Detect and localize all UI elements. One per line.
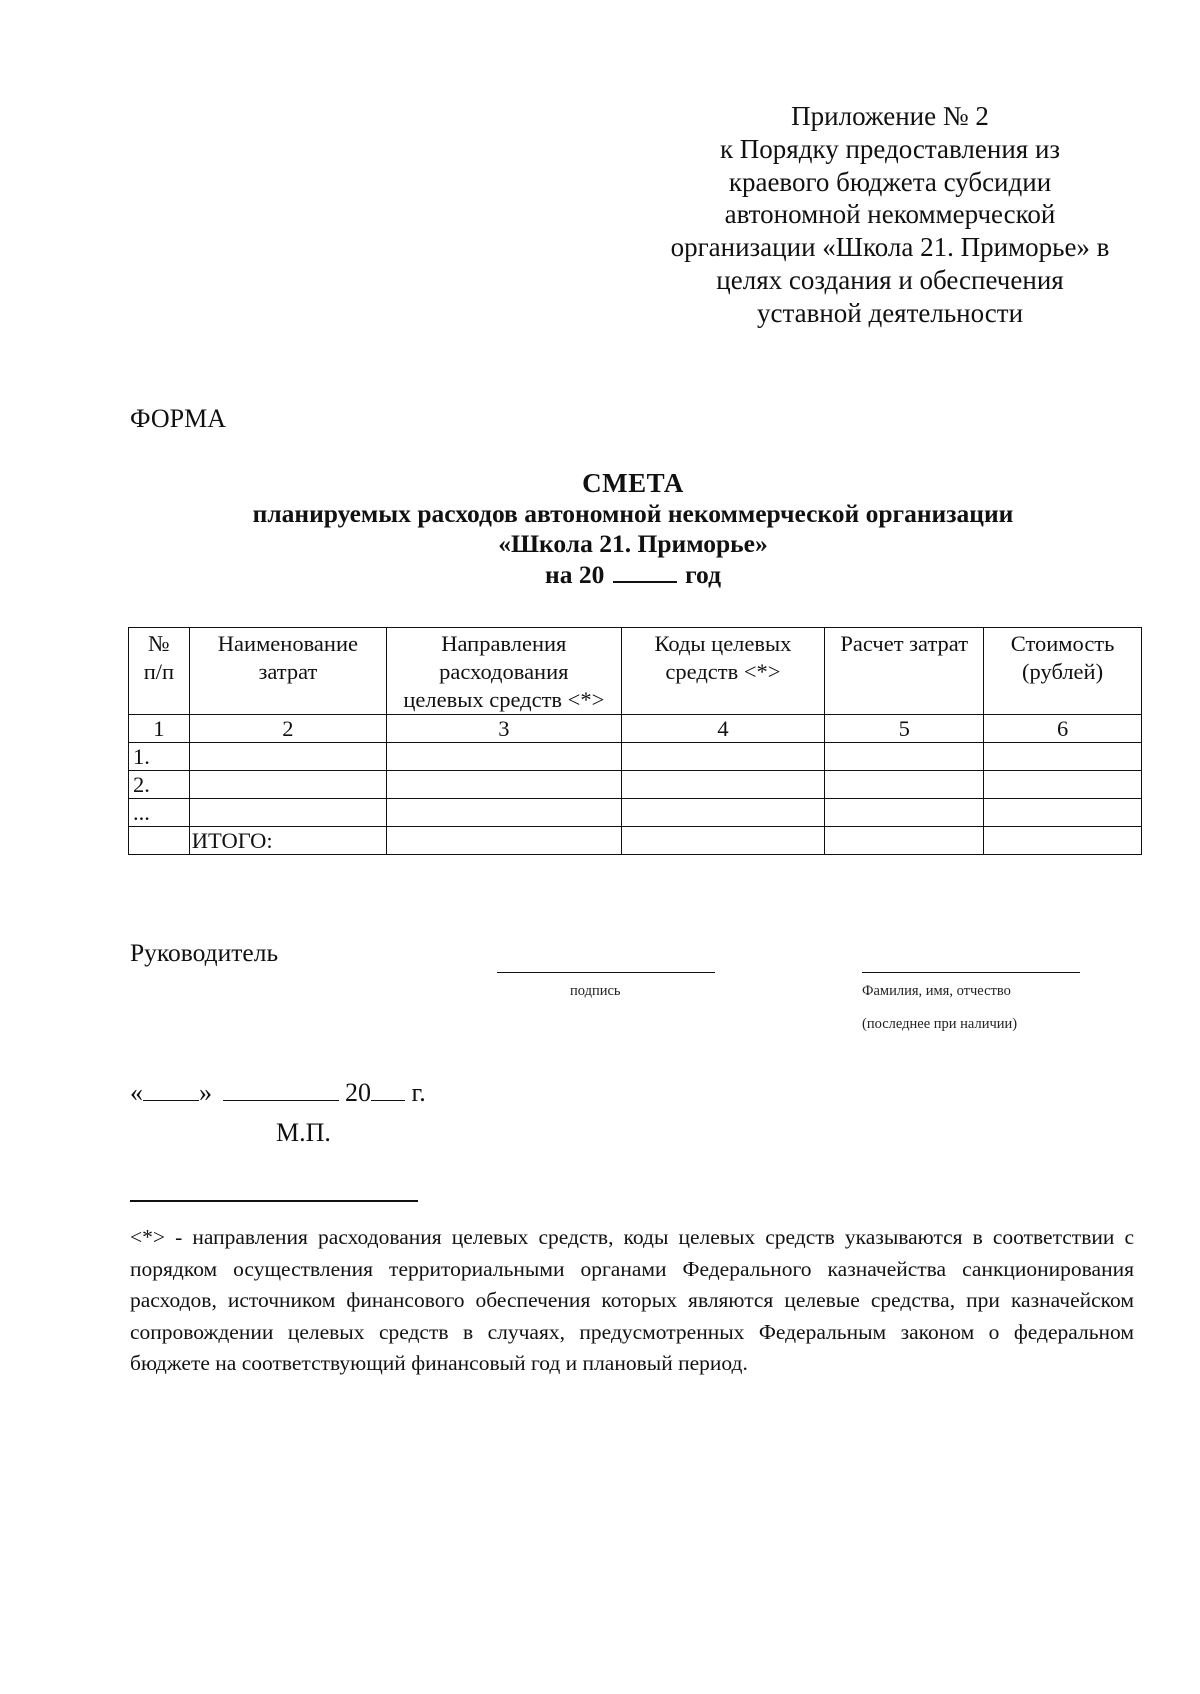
date-year-prefix: 20 [345, 1078, 371, 1107]
full-name-caption-note: (последнее при наличии) [862, 1016, 1018, 1032]
appendix-header [640, 100, 1140, 330]
appendix-line: Приложение № 2 [791, 101, 989, 131]
date-close-quote: » [199, 1078, 212, 1107]
form-label: ФОРМА [130, 404, 226, 433]
year-blank-field[interactable] [613, 561, 677, 583]
stamp-label: М.П. [276, 1118, 331, 1147]
footnote-divider [130, 1200, 418, 1202]
column-number: 2 [189, 715, 386, 743]
table-cell[interactable] [189, 771, 386, 799]
appendix-line: организации «Школа 21. Приморье» в [670, 232, 1110, 263]
header-cell-expense-name: Наименование затрат [189, 628, 386, 715]
table-cell[interactable] [387, 827, 622, 855]
document-title [130, 468, 1136, 590]
header-cell-cost: Стоимость (рублей) [984, 628, 1142, 715]
column-number: 3 [387, 715, 622, 743]
table-cell[interactable] [621, 827, 825, 855]
appendix-line: уставной деятельности [756, 297, 1024, 328]
date-field [130, 1078, 426, 1108]
table-cell[interactable] [189, 799, 386, 827]
table-row [129, 799, 1142, 827]
table-cell[interactable] [984, 799, 1142, 827]
title-year-prefix: на 20 [545, 559, 605, 589]
table-cell[interactable] [621, 771, 825, 799]
day-blank-field[interactable] [143, 1078, 199, 1101]
table-cell[interactable] [189, 743, 386, 771]
table-cell[interactable] [825, 827, 984, 855]
table-header-row [129, 628, 1142, 715]
row-number [129, 827, 190, 855]
total-row [129, 827, 1142, 855]
table-cell[interactable] [621, 799, 825, 827]
table-cell[interactable] [825, 743, 984, 771]
appendix-line: к Порядку предоставления из [719, 133, 1061, 164]
appendix-line: целях создания и обеспечения [716, 264, 1064, 295]
full-name-line[interactable] [862, 972, 1080, 973]
footnote-text: <*> - направления расходования целевых средств, коды целевых средств указываются в соответствии с порядком осуществления территориальными органами Федерального казначейства санкционирования расходов, источником финансового обеспечения которых являются целевые средства, при казначейском сопровождении целевых средств в случаях, предусмотренных Федеральным законом о федеральном бюджете на соответствующий финансовый год и плановый период. [130, 1225, 1134, 1376]
total-label: ИТОГО: [189, 827, 386, 855]
signature-line[interactable] [497, 972, 715, 973]
header-cell-number: № п/п [129, 628, 190, 715]
table-cell[interactable] [984, 827, 1142, 855]
column-number: 5 [825, 715, 984, 743]
column-number: 1 [129, 715, 190, 743]
table-row [129, 743, 1142, 771]
date-open-quote: « [130, 1078, 143, 1107]
column-number: 4 [621, 715, 825, 743]
full-name-caption: Фамилия, имя, отчество [862, 983, 1011, 999]
row-number: 1. [129, 743, 190, 771]
header-cell-spending-direction: Направления расходования целевых средств <*> [387, 628, 622, 715]
table-cell[interactable] [387, 799, 622, 827]
date-year-suffix: г. [411, 1078, 426, 1107]
column-number: 6 [984, 715, 1142, 743]
title-line-1: СМЕТА [582, 468, 684, 498]
signature-caption: подпись [570, 983, 621, 999]
month-blank-field[interactable] [223, 1078, 339, 1101]
title-line-3: «Школа 21. Приморье» [498, 529, 768, 558]
year-blank-field[interactable] [371, 1078, 405, 1101]
header-cell-cost-calculation: Расчет затрат [825, 628, 984, 715]
title-line-2: планируемых расходов автономной некоммерческой организации [252, 498, 1014, 528]
head-position-label: Руководитель [130, 938, 279, 967]
table-cell[interactable] [825, 771, 984, 799]
row-number: 2. [129, 771, 190, 799]
table-cell[interactable] [984, 771, 1142, 799]
table-cell[interactable] [387, 743, 622, 771]
appendix-line: автономной некоммерческой [724, 199, 1056, 230]
table-row [129, 771, 1142, 799]
table-cell[interactable] [621, 743, 825, 771]
table-cell[interactable] [984, 743, 1142, 771]
title-year-suffix: год [685, 559, 721, 589]
row-number: ... [129, 799, 190, 827]
table-cell[interactable] [387, 771, 622, 799]
header-cell-fund-codes: Коды целевых средств <*> [621, 628, 825, 715]
estimate-table [128, 627, 1142, 855]
column-number-row [129, 715, 1142, 743]
appendix-line: краевого бюджета субсидии [728, 166, 1052, 197]
table-cell[interactable] [825, 799, 984, 827]
title-line-4 [130, 560, 1136, 591]
